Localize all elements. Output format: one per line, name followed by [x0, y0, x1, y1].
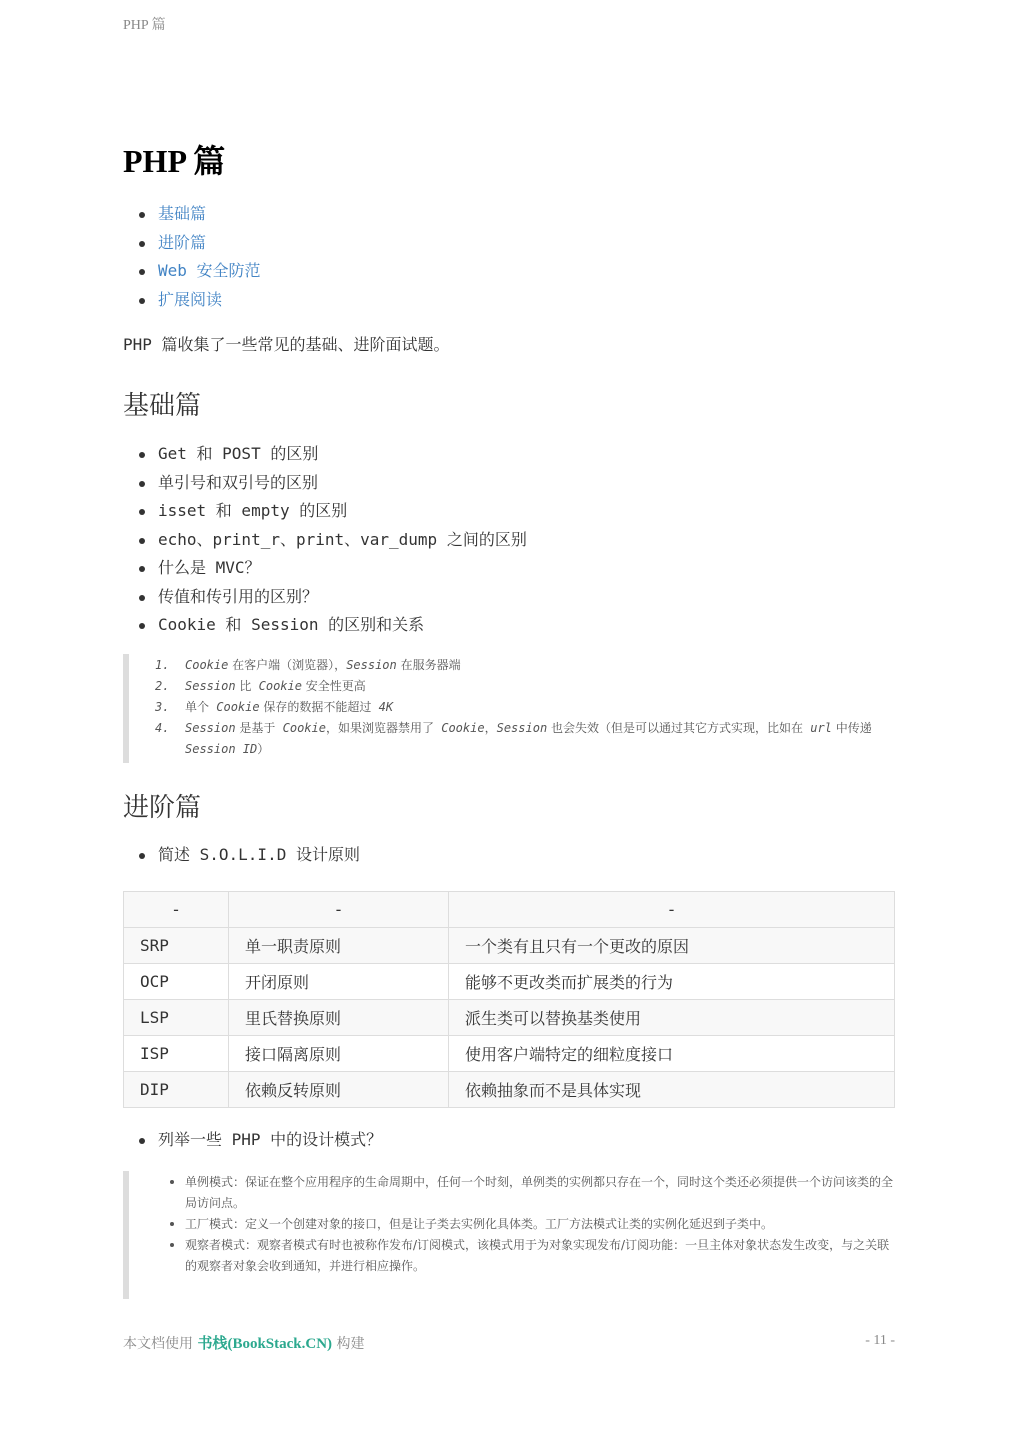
- toc-item-advanced[interactable]: 进阶篇: [123, 229, 895, 258]
- list-item: 单引号和双引号的区别: [123, 469, 895, 498]
- list-item: 观察者模式：观察者模式有时也被称作发布/订阅模式，该模式用于为对象实现发布/订阅功能：一旦主体对象状态发生改变，与之关联的观察者对象会收到通知，并进行相应操作。: [149, 1235, 895, 1277]
- table-header-cell: -: [229, 892, 449, 928]
- running-header: PHP 篇: [123, 18, 166, 33]
- advanced-question-list-2: [123, 1126, 895, 1155]
- list-item: 简述 S.O.L.I.D 设计原则: [123, 841, 895, 870]
- table-cell: SRP: [124, 928, 229, 964]
- table-row: [124, 1000, 895, 1036]
- footer-prefix: 本文档使用: [123, 1336, 198, 1352]
- advanced-question-list-1: [123, 841, 895, 870]
- list-item: 单例模式：保证在整个应用程序的生命周期中，任何一个时刻，单例类的实例都只存在一个，同时这个类还必须提供一个访问该类的全局访问点。: [149, 1172, 895, 1214]
- table-cell: 依赖反转原则: [229, 1072, 449, 1108]
- page-title: PHP 篇: [123, 143, 226, 179]
- page-footer: [123, 1332, 365, 1353]
- bookstack-link[interactable]: 书栈(BookStack.CN): [197, 1336, 333, 1352]
- list-item: Cookie 和 Session 的区别和关系: [123, 611, 895, 640]
- table-cell: 里氏替换原则: [229, 1000, 449, 1036]
- table-of-contents: [123, 200, 895, 314]
- cookie-session-blockquote: [123, 654, 895, 763]
- table-cell: 派生类可以替换基类使用: [449, 1000, 895, 1036]
- table-cell: OCP: [124, 964, 229, 1000]
- table-row: [124, 964, 895, 1000]
- list-item: 工厂模式：定义一个创建对象的接口，但是让子类去实例化具体类。工厂方法模式让类的实例化延迟到子类中。: [149, 1214, 895, 1235]
- list-item: 2. Session 比 Cookie 安全性更高: [155, 678, 366, 693]
- design-patterns-blockquote: [123, 1171, 895, 1299]
- main-content: [123, 140, 895, 1299]
- section-heading-advanced: 进阶篇: [123, 792, 202, 823]
- list-item: 列举一些 PHP 中的设计模式？: [123, 1126, 895, 1155]
- table-row: [124, 1072, 895, 1108]
- table-header-row: [124, 892, 895, 928]
- table-cell: LSP: [124, 1000, 229, 1036]
- table-cell: 开闭原则: [229, 964, 449, 1000]
- table-row: [124, 928, 895, 964]
- section-heading-basic: 基础篇: [123, 391, 202, 421]
- table-header-cell: -: [449, 892, 895, 928]
- intro-paragraph: PHP 篇收集了一些常见的基础、进阶面试题。: [123, 335, 450, 354]
- basic-question-list: [123, 440, 895, 640]
- table-header-cell: -: [124, 892, 229, 928]
- table-row: [124, 1036, 895, 1072]
- list-item: echo、print_r、print、var_dump 之间的区别: [123, 526, 895, 555]
- toc-item-further-reading[interactable]: 扩展阅读: [123, 286, 895, 315]
- list-item: 3. 单个 Cookie 保存的数据不能超过 4K: [155, 699, 394, 714]
- solid-principles-table: [123, 891, 895, 1108]
- list-item: Get 和 POST 的区别: [123, 440, 895, 469]
- footer-suffix: 构建: [332, 1336, 365, 1352]
- table-cell: ISP: [124, 1036, 229, 1072]
- list-item: 什么是 MVC？: [123, 554, 895, 583]
- table-cell: 使用客户端特定的细粒度接口: [449, 1036, 895, 1072]
- table-cell: 单一职责原则: [229, 928, 449, 964]
- page-number: - 11 -: [865, 1333, 895, 1348]
- list-item: isset 和 empty 的区别: [123, 497, 895, 526]
- table-cell: 能够不更改类而扩展类的行为: [449, 964, 895, 1000]
- list-item: 1. Cookie 在客户端（浏览器），Session 在服务器端: [155, 657, 461, 672]
- table-cell: 依赖抽象而不是具体实现: [449, 1072, 895, 1108]
- toc-item-basic[interactable]: 基础篇: [123, 200, 895, 229]
- table-cell: 一个类有且只有一个更改的原因: [449, 928, 895, 964]
- table-cell: 接口隔离原则: [229, 1036, 449, 1072]
- list-item: 传值和传引用的区别？: [123, 583, 895, 612]
- toc-item-web-security[interactable]: Web 安全防范: [123, 257, 895, 286]
- list-item: 4. Session 是基于 Cookie，如果浏览器禁用了 Cookie，Session 也会失效（但是可以通过其它方式实现，比如在 url 中传递 Session ID）: [155, 720, 872, 756]
- table-cell: DIP: [124, 1072, 229, 1108]
